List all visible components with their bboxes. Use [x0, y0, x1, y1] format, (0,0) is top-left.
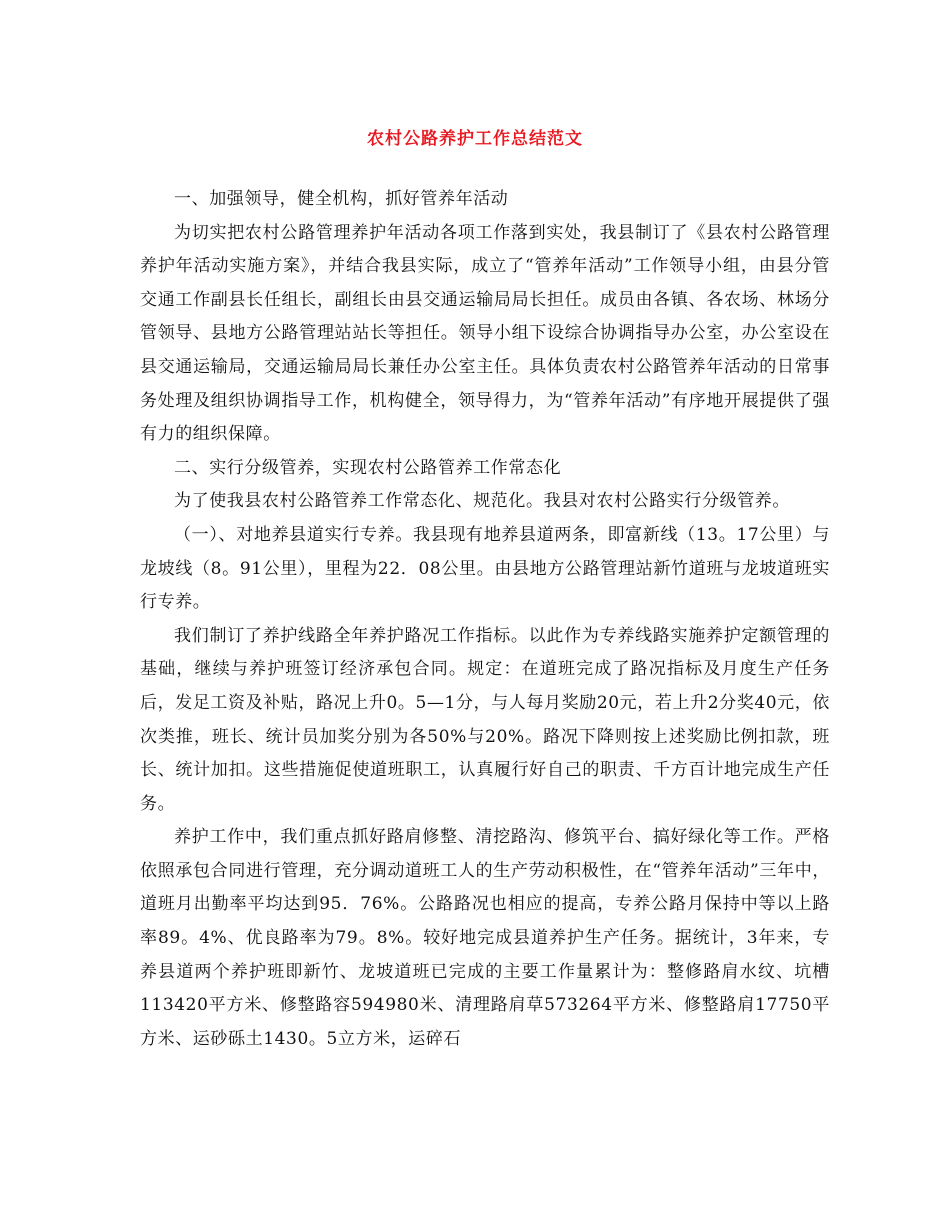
- paragraph-leadership: 为切实把农村公路管理养护年活动各项工作落到实处，我县制订了《县农村公路管理养护年活动实施方案》，并结合我县实际，成立了“管养年活动”工作领导小组，由县分管交通工作副县长任组长，副组长由县交通运输局局长担任。成员由各镇、各农场、林场分管领导、县地方公路管理站站长等担任。领导小组下设综合协调指导办公室，办公室设在县交通运输局，交通运输局局长兼任办公室主任。具体负责农村公路管养年活动的日常事务处理及组织协调指导工作，机构健全，领导得力，为“管养年活动”有序地开展提供了强有力的组织保障。: [140, 222, 830, 445]
- paragraph-maintenance-work: 养护工作中，我们重点抓好路肩修整、清挖路沟、修筑平台、搞好绿化等工作。严格依照承包合同进行管理，充分调动道班工人的生产劳动积极性，在“管养年活动”三年中，道班月出勤率平均达到95．76%。公路路况也相应的提高，专养公路月保持中等以上路率89。4%、优良路率为79。8%。较好地完成县道养护生产任务。据统计，3年来，专养县道两个养护班即新竹、龙坡道班已完成的主要工作量累计为：整修路肩水纹、坑槽113420平方米、修整路容594980米、清理路肩草573264平方米、修整路肩17750平方米、运砂砾土1430。5立方米，运碎石: [140, 827, 830, 1049]
- paragraph-intro: 为了使我县农村公路管养工作常态化、规范化。我县对农村公路实行分级管养。: [174, 491, 790, 512]
- paragraph-county-roads: （一）、对地养县道实行专养。我县现有地养县道两条，即富新线（13。17公里）与龙坡线（8。91公里），里程为22．08公里。由县地方公路管理站新竹道班与龙坡道班实行专养。: [140, 524, 830, 613]
- section-heading-2: 二、实行分级管养，实现农村公路管养工作常态化: [174, 457, 562, 478]
- document-body: [140, 183, 830, 1056]
- document-title: 农村公路养护工作总结范文: [367, 129, 583, 149]
- section-heading-1: 一、加强领导，健全机构，抓好管养年活动: [174, 189, 509, 209]
- paragraph-indicators: 我们制订了养护线路全年养护路况工作指标。以此作为专养线路实施养护定额管理的基础，继续与养护班签订经济承包合同。规定：在道班完成了路况指标及月度生产任务后，发足工资及补贴，路况上升0。5—1分，与人每月奖励20元，若上升2分奖40元，依次类推，班长、统计员加奖分别为各50%与20%。路况下降则按上述奖励比例扣款，班长、统计加扣。这些措施促使道班职工，认真履行好自己的职责、千方百计地完成生产任务。: [140, 625, 830, 814]
